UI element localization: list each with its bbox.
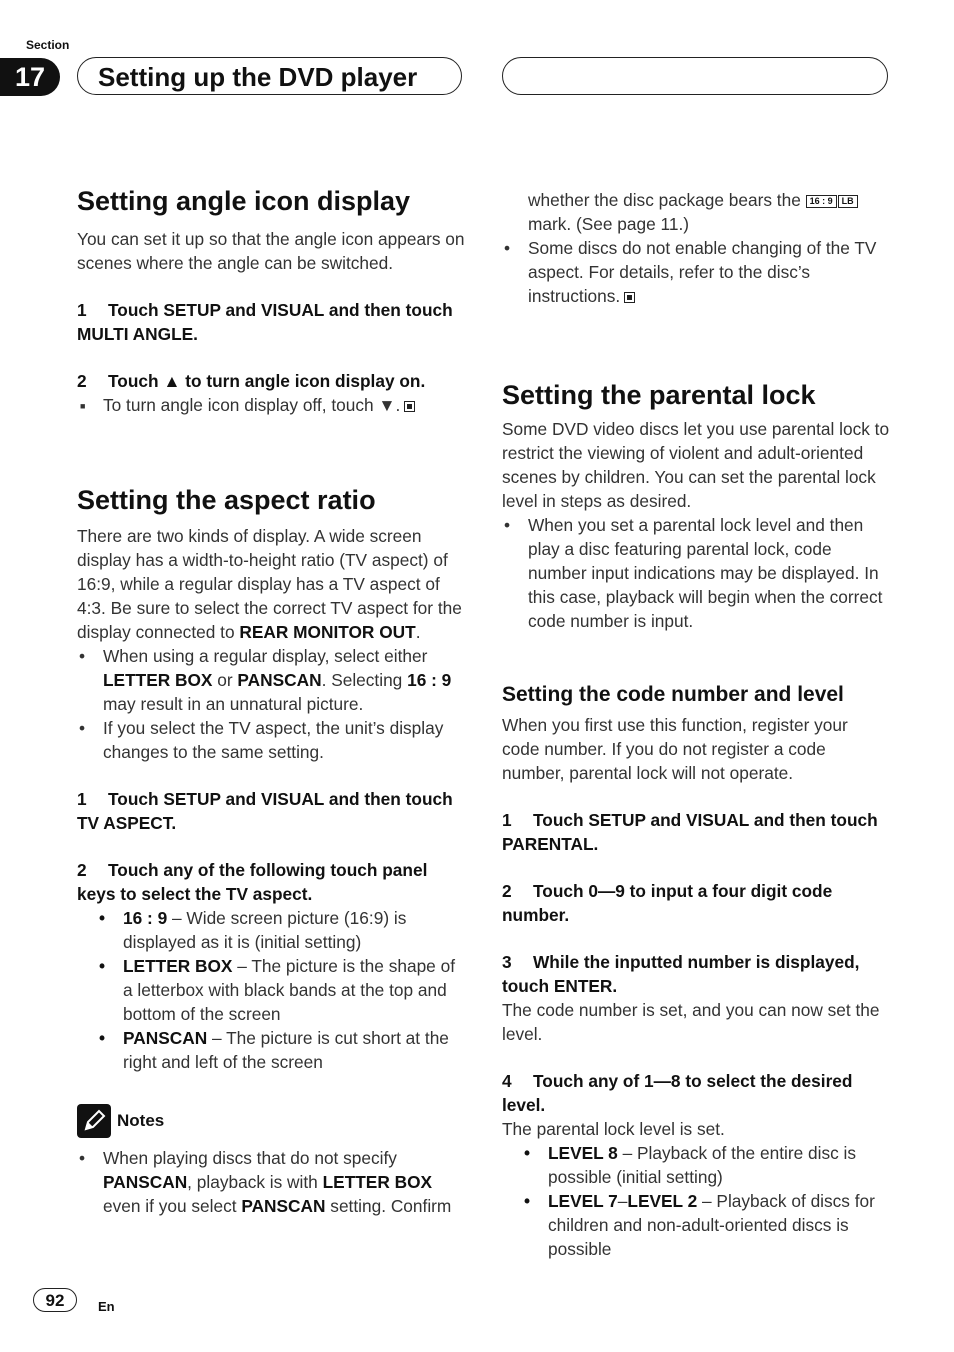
aspect-intro: There are two kinds of display. A wide screen display has a width-to-height ratio (TV aspect) of 16:9, while a regular display has a TV aspect of 4:3. Be sure to select the correct TV aspect for the display connected to REAR MONITOR OUT.: [77, 526, 462, 642]
left-column: [77, 184, 465, 1218]
notes-list-cont: [502, 236, 890, 308]
aspect-options: [77, 906, 465, 1074]
step-text: Touch any of the following touch panel keys to select the TV aspect.: [77, 860, 428, 904]
aspect-option-panscan: • PANSCAN – The picture is cut short at the right and left of the screen: [77, 1026, 465, 1074]
step-number: 1: [77, 300, 87, 320]
section-label: Section: [26, 38, 70, 52]
note-1: • When playing discs that do not specify PANSCAN, playback is with LETTER BOX even if you select PANSCAN setting. Confirm: [77, 1146, 465, 1218]
step-text: Touch SETUP and VISUAL and then touch MULTI ANGLE.: [77, 300, 453, 344]
parental-bullet-1: • When you set a parental lock level and then play a disc featuring parental lock, code number input indications may be displayed. In this case, playback will begin when the correct code number is input.: [502, 513, 890, 633]
code-step-1: [502, 808, 890, 856]
level-option-8: • LEVEL 8 – Playback of the entire disc is possible (initial setting): [502, 1141, 890, 1189]
step-number: 2: [502, 881, 512, 901]
pencil-notes-icon: [77, 1104, 111, 1138]
end-mark-icon: [404, 401, 415, 412]
step-text: Touch any of 1—8 to select the desired level.: [502, 1071, 853, 1115]
page-number: 92: [33, 1288, 77, 1312]
aspect-heading: Setting the aspect ratio: [77, 485, 376, 515]
parental-intro: Some DVD video discs let you use parental lock to restrict the viewing of violent and adult-oriented scenes by children. You can set the parental lock level in steps as desired.: [502, 419, 890, 511]
step-text: While the inputted number is displayed, touch ENTER.: [502, 952, 860, 996]
chapter-title: Setting up the DVD player: [77, 57, 462, 95]
step-text: Touch SETUP and VISUAL and then touch PARENTAL.: [502, 810, 878, 854]
notes-label: Notes: [117, 1111, 165, 1130]
step-text: Touch SETUP and VISUAL and then touch TV ASPECT.: [77, 789, 453, 833]
code-step-2: [502, 879, 890, 927]
note-2: • Some discs do not enable changing of the TV aspect. For details, refer to the disc’s instructions.: [502, 236, 890, 308]
angle-step-1: [77, 298, 465, 346]
aspect-option-letterbox: • LETTER BOX – The picture is the shape of a letterbox with black bands at the top and bottom of the screen: [77, 954, 465, 1026]
header-blank-pill: [502, 57, 888, 95]
angle-tip-list: [77, 393, 465, 417]
code-step-4-result: The parental lock level is set.: [502, 1119, 725, 1139]
language-code: En: [98, 1299, 115, 1314]
right-column: [502, 188, 890, 1261]
step-number: 4: [502, 1071, 512, 1091]
angle-tip: ■ To turn angle icon display off, touch ▼.: [77, 393, 465, 417]
angle-intro: You can set it up so that the angle icon appears on scenes where the angle can be switched.: [77, 229, 465, 273]
code-step-3: [502, 950, 890, 998]
letterbox-badge: LB: [838, 195, 858, 208]
section-number-tab: 17: [0, 58, 60, 96]
note-continued: whether the disc package bears the 16 : 9 LB mark. (See page 11.): [502, 188, 890, 236]
level-option-7-2: • LEVEL 7–LEVEL 2 – Playback of discs for children and non-adult-oriented discs is possible: [502, 1189, 890, 1261]
step-number: 1: [77, 789, 87, 809]
step-number: 1: [502, 810, 512, 830]
end-mark-icon: [624, 292, 635, 303]
notes-header: [77, 1104, 465, 1138]
aspect-step-1: [77, 787, 465, 835]
notes-list: [77, 1146, 465, 1218]
step-number: 3: [502, 952, 512, 972]
code-step-4: [502, 1069, 890, 1117]
step-number: 2: [77, 371, 87, 391]
code-step-3-result: The code number is set, and you can now set the level.: [502, 1000, 880, 1044]
angle-heading: Setting angle icon display: [77, 186, 411, 216]
aspect-bullets: [77, 644, 465, 764]
code-intro: When you first use this function, register your code number. If you do not register a code number, parental lock will not operate.: [502, 715, 848, 783]
code-heading: Setting the code number and level: [502, 683, 844, 706]
aspect-option-16-9: • 16 : 9 – Wide screen picture (16:9) is displayed as it is (initial setting): [77, 906, 465, 954]
level-options: [502, 1141, 890, 1261]
step-text: Touch 0—9 to input a four digit code number.: [502, 881, 833, 925]
parental-heading: Setting the parental lock: [502, 380, 816, 410]
aspect-bullet-1: • When using a regular display, select either LETTER BOX or PANSCAN. Selecting 16 : 9 may result in an unnatural picture.: [77, 644, 465, 716]
step-text: Touch ▲ to turn angle icon display on.: [108, 371, 426, 391]
angle-step-2: [77, 369, 465, 393]
step-number: 2: [77, 860, 87, 880]
parental-bullets: [502, 513, 890, 633]
aspect-bullet-2: • If you select the TV aspect, the unit’s display changes to the same setting.: [77, 716, 465, 764]
aspect-16-9-badge: 16 : 9: [806, 195, 837, 208]
aspect-step-2: [77, 858, 465, 906]
